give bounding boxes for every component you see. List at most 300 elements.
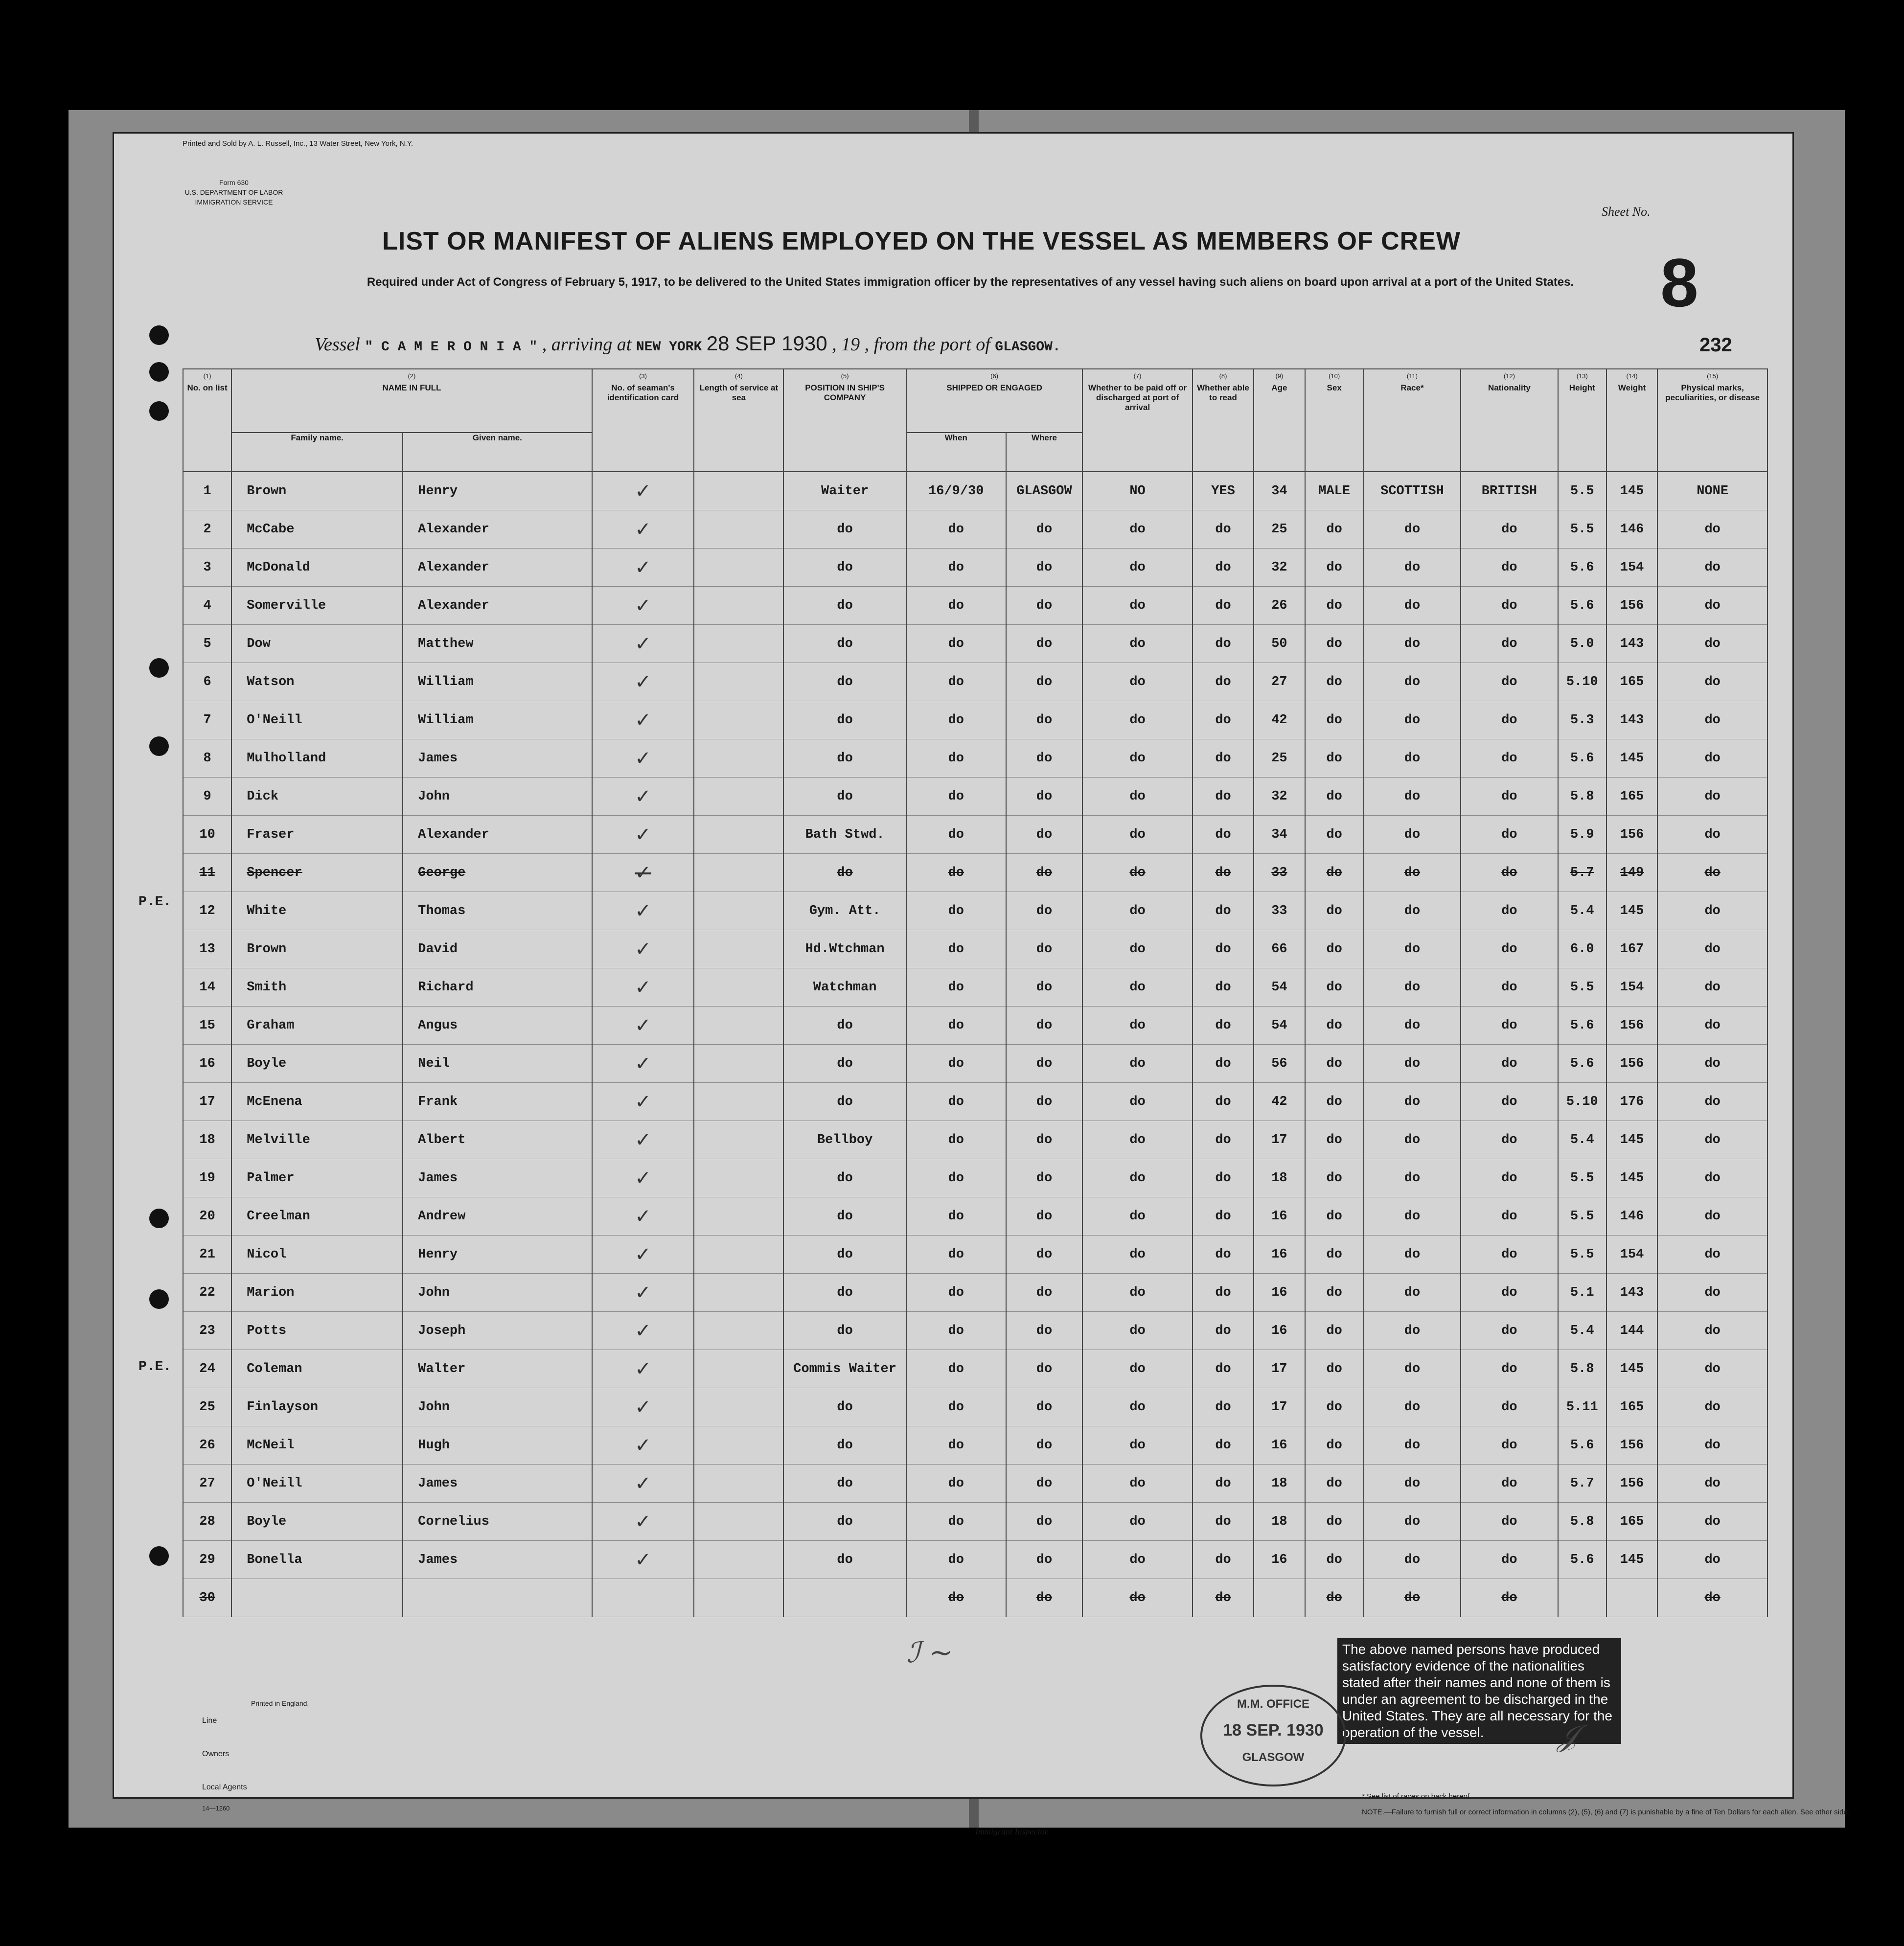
nationality: do: [1461, 1045, 1558, 1083]
family-name: Mulholland: [231, 739, 403, 778]
position: do: [783, 854, 906, 892]
given-name: William: [403, 663, 592, 701]
age: 16: [1254, 1236, 1305, 1274]
row-number: 1: [183, 472, 231, 510]
weight: 145: [1606, 892, 1657, 930]
shipped-where: do: [1006, 1350, 1083, 1388]
check-mark: ✓: [592, 854, 694, 892]
sex: do: [1305, 778, 1364, 816]
paid-off: do: [1082, 778, 1193, 816]
family-name: McEnena: [231, 1083, 403, 1121]
family-name: [231, 1579, 403, 1617]
row-number: 10: [183, 816, 231, 854]
given-name: James: [403, 1465, 592, 1503]
position: do: [783, 1388, 906, 1426]
able-to-read: do: [1193, 1159, 1254, 1197]
table-row: [183, 968, 1767, 1007]
shipped-where: do: [1006, 1541, 1083, 1579]
service-length: [694, 930, 783, 968]
family-name: Fraser: [231, 816, 403, 854]
shipped-when: do: [906, 1083, 1006, 1121]
family-name: Brown: [231, 472, 403, 510]
paid-off: NO: [1082, 472, 1193, 510]
position: [783, 1579, 906, 1617]
col-where-header: Where: [1006, 433, 1083, 472]
nationality: do: [1461, 1388, 1558, 1426]
able-to-read: do: [1193, 1503, 1254, 1541]
shipped-where: do: [1006, 1503, 1083, 1541]
position: Waiter: [783, 472, 906, 510]
given-name: Matthew: [403, 625, 592, 663]
height: 5.9: [1558, 816, 1606, 854]
height: 6.0: [1558, 930, 1606, 968]
shipped-when: do: [906, 510, 1006, 549]
office-stamp: [1200, 1685, 1346, 1786]
row-number: 8: [183, 739, 231, 778]
col-weight-header: (14) Weight: [1606, 369, 1657, 472]
able-to-read: do: [1193, 1388, 1254, 1426]
race: do: [1364, 1312, 1461, 1350]
shipped-where: do: [1006, 892, 1083, 930]
height: 5.8: [1558, 1503, 1606, 1541]
height: 5.10: [1558, 663, 1606, 701]
height: 5.4: [1558, 892, 1606, 930]
family-name: Somerville: [231, 587, 403, 625]
check-mark: ✓: [592, 1007, 694, 1045]
col-when-header: When: [906, 433, 1006, 472]
given-name: Joseph: [403, 1312, 592, 1350]
service-length: [694, 1236, 783, 1274]
stamp-city: GLASGOW: [1242, 1751, 1305, 1764]
age: 18: [1254, 1159, 1305, 1197]
given-name: Cornelius: [403, 1503, 592, 1541]
height: 5.6: [1558, 1541, 1606, 1579]
shipped-when: do: [906, 587, 1006, 625]
race: do: [1364, 968, 1461, 1007]
check-mark: [592, 1579, 694, 1617]
race: do: [1364, 625, 1461, 663]
physical-marks: do: [1657, 1465, 1767, 1503]
weight: 145: [1606, 1159, 1657, 1197]
shipped-where: do: [1006, 1197, 1083, 1236]
nationality: do: [1461, 739, 1558, 778]
vessel-line: [315, 332, 1061, 355]
shipped-where: do: [1006, 1045, 1083, 1083]
family-name: Bonella: [231, 1541, 403, 1579]
department: U.S. DEPARTMENT OF LABOR: [184, 188, 283, 196]
weight: 143: [1606, 625, 1657, 663]
family-name: Palmer: [231, 1159, 403, 1197]
check-mark: ✓: [592, 816, 694, 854]
physical-marks: do: [1657, 1579, 1767, 1617]
family-name: McDonald: [231, 549, 403, 587]
shipped-where: do: [1006, 739, 1083, 778]
shipped-when: do: [906, 1274, 1006, 1312]
family-name: O'Neill: [231, 701, 403, 739]
service-length: [694, 1274, 783, 1312]
paid-off: do: [1082, 1579, 1193, 1617]
given-name: Alexander: [403, 549, 592, 587]
position: do: [783, 1236, 906, 1274]
height: 5.5: [1558, 1159, 1606, 1197]
shipped-where: do: [1006, 816, 1083, 854]
able-to-read: do: [1193, 854, 1254, 892]
nationality: do: [1461, 663, 1558, 701]
height: 5.6: [1558, 1045, 1606, 1083]
paid-off: do: [1082, 1312, 1193, 1350]
check-mark: ✓: [592, 1236, 694, 1274]
table-row: [183, 1541, 1767, 1579]
owners-label: Owners: [202, 1750, 229, 1758]
position: do: [783, 1312, 906, 1350]
height: 5.6: [1558, 1426, 1606, 1465]
age: 42: [1254, 1083, 1305, 1121]
age: 54: [1254, 968, 1305, 1007]
service-length: [694, 1579, 783, 1617]
paid-off: do: [1082, 1236, 1193, 1274]
family-name: Creelman: [231, 1197, 403, 1236]
punch-hole: [149, 362, 169, 382]
shipped-where: do: [1006, 1007, 1083, 1045]
race: SCOTTISH: [1364, 472, 1461, 510]
race: do: [1364, 1083, 1461, 1121]
height: 5.4: [1558, 1312, 1606, 1350]
table-row: [183, 1083, 1767, 1121]
paid-off: do: [1082, 1465, 1193, 1503]
physical-marks: do: [1657, 663, 1767, 701]
position: do: [783, 739, 906, 778]
physical-marks: do: [1657, 1350, 1767, 1388]
sex: do: [1305, 510, 1364, 549]
physical-marks: do: [1657, 1083, 1767, 1121]
service: IMMIGRATION SERVICE: [195, 198, 273, 206]
sex: do: [1305, 1083, 1364, 1121]
check-mark: ✓: [592, 930, 694, 968]
arrival-port: NEW YORK: [636, 340, 702, 355]
given-name: William: [403, 701, 592, 739]
shipped-when: do: [906, 1159, 1006, 1197]
height: 5.7: [1558, 1465, 1606, 1503]
family-name: Coleman: [231, 1350, 403, 1388]
row-number: 4: [183, 587, 231, 625]
family-name: Dow: [231, 625, 403, 663]
service-length: [694, 1465, 783, 1503]
position: do: [783, 778, 906, 816]
shipped-when: do: [906, 1465, 1006, 1503]
check-mark: ✓: [592, 701, 694, 739]
inspector-label: Immigrant Inspector.: [975, 1827, 1049, 1836]
row-number: 15: [183, 1007, 231, 1045]
weight: 146: [1606, 510, 1657, 549]
race: do: [1364, 1350, 1461, 1388]
able-to-read: do: [1193, 1350, 1254, 1388]
row-number: 12: [183, 892, 231, 930]
col-name-header: (2) NAME IN FULL: [231, 369, 592, 433]
sex: do: [1305, 1197, 1364, 1236]
paid-off: do: [1082, 625, 1193, 663]
weight: 156: [1606, 1045, 1657, 1083]
given-name: Thomas: [403, 892, 592, 930]
physical-marks: do: [1657, 1007, 1767, 1045]
age: 34: [1254, 816, 1305, 854]
weight: 145: [1606, 1541, 1657, 1579]
service-length: [694, 1388, 783, 1426]
service-length: [694, 1007, 783, 1045]
race: do: [1364, 930, 1461, 968]
race: do: [1364, 892, 1461, 930]
weight: 145: [1606, 739, 1657, 778]
shipped-when: do: [906, 1121, 1006, 1159]
height: 5.0: [1558, 625, 1606, 663]
given-name: Alexander: [403, 510, 592, 549]
nationality: do: [1461, 968, 1558, 1007]
page-subtitle: Required under Act of Congress of February 5, 1917, to be delivered to the United States immigration officer by the representatives of any vessel having such aliens on board upon arrival at a port of the United States.: [367, 275, 1574, 289]
shipped-where: do: [1006, 1159, 1083, 1197]
weight: 167: [1606, 930, 1657, 968]
race: do: [1364, 1121, 1461, 1159]
shipped-where: do: [1006, 1236, 1083, 1274]
paid-off: do: [1082, 854, 1193, 892]
family-name: McCabe: [231, 510, 403, 549]
sex: do: [1305, 739, 1364, 778]
weight: 156: [1606, 816, 1657, 854]
position: do: [783, 1197, 906, 1236]
age: 16: [1254, 1312, 1305, 1350]
service-length: [694, 549, 783, 587]
master-signature: 𝒥: [1558, 1719, 1578, 1753]
paid-off: do: [1082, 1045, 1193, 1083]
shipped-when: do: [906, 1197, 1006, 1236]
form-identifier: [173, 178, 295, 207]
shipped-when: do: [906, 1579, 1006, 1617]
physical-marks: do: [1657, 1045, 1767, 1083]
able-to-read: do: [1193, 663, 1254, 701]
service-length: [694, 1541, 783, 1579]
check-mark: ✓: [592, 778, 694, 816]
vessel-label: Vessel: [315, 334, 360, 355]
service-length: [694, 1350, 783, 1388]
row-number: 23: [183, 1312, 231, 1350]
shipped-when: do: [906, 968, 1006, 1007]
family-name: Dick: [231, 778, 403, 816]
col-race-header: (11) Race*: [1364, 369, 1461, 472]
form-number: Form 630: [219, 179, 249, 186]
col-family-header: Family name.: [231, 433, 403, 472]
given-name: Richard: [403, 968, 592, 1007]
shipped-when: do: [906, 1007, 1006, 1045]
paid-off: do: [1082, 1197, 1193, 1236]
weight: 165: [1606, 1388, 1657, 1426]
sex: do: [1305, 701, 1364, 739]
given-name: James: [403, 1541, 592, 1579]
nationality: do: [1461, 1197, 1558, 1236]
age: 34: [1254, 472, 1305, 510]
position: Bellboy: [783, 1121, 906, 1159]
form-code: 14—1260: [202, 1805, 230, 1812]
check-mark: ✓: [592, 1274, 694, 1312]
physical-marks: do: [1657, 854, 1767, 892]
service-length: [694, 510, 783, 549]
check-mark: ✓: [592, 625, 694, 663]
height: 5.6: [1558, 549, 1606, 587]
check-mark: ✓: [592, 1388, 694, 1426]
check-mark: ✓: [592, 1312, 694, 1350]
weight: 154: [1606, 968, 1657, 1007]
paid-off: do: [1082, 739, 1193, 778]
position: do: [783, 587, 906, 625]
service-length: [694, 663, 783, 701]
row-number: 21: [183, 1236, 231, 1274]
shipped-where: do: [1006, 701, 1083, 739]
weight: 156: [1606, 587, 1657, 625]
position: do: [783, 510, 906, 549]
table-row: [183, 1045, 1767, 1083]
height: 5.5: [1558, 1236, 1606, 1274]
nationality: do: [1461, 1121, 1558, 1159]
col-sex-header: (10) Sex: [1305, 369, 1364, 472]
manifest-page: [113, 132, 1850, 1836]
given-name: Alexander: [403, 816, 592, 854]
age: 27: [1254, 663, 1305, 701]
family-name: Boyle: [231, 1045, 403, 1083]
race: do: [1364, 549, 1461, 587]
sex: do: [1305, 587, 1364, 625]
family-name: Finlayson: [231, 1388, 403, 1426]
service-length: [694, 892, 783, 930]
row-number: 13: [183, 930, 231, 968]
race: do: [1364, 816, 1461, 854]
check-mark: ✓: [592, 1426, 694, 1465]
service-length: [694, 968, 783, 1007]
able-to-read: do: [1193, 587, 1254, 625]
height: 5.5: [1558, 510, 1606, 549]
table-row: [183, 892, 1767, 930]
sex: do: [1305, 1388, 1364, 1426]
weight: 176: [1606, 1083, 1657, 1121]
physical-marks: do: [1657, 1388, 1767, 1426]
table-row: [183, 1503, 1767, 1541]
row-number: 24: [183, 1350, 231, 1388]
family-name: Melville: [231, 1121, 403, 1159]
punch-hole: [149, 1546, 169, 1566]
service-length: [694, 1159, 783, 1197]
row-number: 6: [183, 663, 231, 701]
position: do: [783, 663, 906, 701]
race: do: [1364, 510, 1461, 549]
physical-marks: do: [1657, 625, 1767, 663]
service-length: [694, 778, 783, 816]
able-to-read: do: [1193, 739, 1254, 778]
nationality: do: [1461, 1312, 1558, 1350]
height: 5.8: [1558, 1350, 1606, 1388]
punch-hole: [149, 736, 169, 756]
check-mark: ✓: [592, 892, 694, 930]
given-name: Frank: [403, 1083, 592, 1121]
age: 18: [1254, 1465, 1305, 1503]
able-to-read: do: [1193, 968, 1254, 1007]
age: 17: [1254, 1121, 1305, 1159]
position: do: [783, 1007, 906, 1045]
table-row: [183, 1426, 1767, 1465]
weight: 165: [1606, 1503, 1657, 1541]
col-shipped-header: (6) SHIPPED OR ENGAGED: [906, 369, 1082, 433]
race: do: [1364, 1465, 1461, 1503]
nationality: do: [1461, 701, 1558, 739]
height: 5.10: [1558, 1083, 1606, 1121]
physical-marks: do: [1657, 587, 1767, 625]
check-mark: ✓: [592, 663, 694, 701]
check-mark: ✓: [592, 1159, 694, 1197]
weight: 149: [1606, 854, 1657, 892]
shipped-when: do: [906, 739, 1006, 778]
height: 5.7: [1558, 854, 1606, 892]
certification-text: The above named persons have produced satisfactory evidence of the nationalities stated after their names and none of them is under an agreement to be discharged in the United States. They are all necessary for the operation of the vessel.: [1337, 1638, 1621, 1744]
shipped-when: do: [906, 892, 1006, 930]
age: 18: [1254, 1503, 1305, 1541]
row-number: 27: [183, 1465, 231, 1503]
shipped-when: do: [906, 778, 1006, 816]
table-row: [183, 1159, 1767, 1197]
paid-off: do: [1082, 1503, 1193, 1541]
physical-marks: do: [1657, 1541, 1767, 1579]
race: do: [1364, 1274, 1461, 1312]
row-number: 26: [183, 1426, 231, 1465]
physical-marks: do: [1657, 739, 1767, 778]
shipped-when: do: [906, 1503, 1006, 1541]
row-number: 30: [183, 1579, 231, 1617]
service-length: [694, 701, 783, 739]
race: do: [1364, 587, 1461, 625]
position: do: [783, 1541, 906, 1579]
position: do: [783, 625, 906, 663]
physical-marks: do: [1657, 1312, 1767, 1350]
shipped-where: GLASGOW: [1006, 472, 1083, 510]
paid-off: do: [1082, 892, 1193, 930]
shipped-where: do: [1006, 930, 1083, 968]
able-to-read: do: [1193, 892, 1254, 930]
weight: 165: [1606, 778, 1657, 816]
table-row: [183, 1388, 1767, 1426]
shipped-where: do: [1006, 1312, 1083, 1350]
race: do: [1364, 778, 1461, 816]
race: do: [1364, 1426, 1461, 1465]
agent-labels: [202, 1704, 247, 1813]
paid-off: do: [1082, 1007, 1193, 1045]
paid-off: do: [1082, 816, 1193, 854]
sex: do: [1305, 1159, 1364, 1197]
height: 5.3: [1558, 701, 1606, 739]
inspector-signature: ℐ ~: [907, 1636, 953, 1669]
nationality: do: [1461, 1236, 1558, 1274]
from-label: , from the port of: [864, 334, 990, 355]
position: do: [783, 1426, 906, 1465]
paid-off: do: [1082, 663, 1193, 701]
sex: do: [1305, 1236, 1364, 1274]
physical-marks: do: [1657, 510, 1767, 549]
paid-off: do: [1082, 1083, 1193, 1121]
sex: do: [1305, 816, 1364, 854]
age: 17: [1254, 1388, 1305, 1426]
given-name: Angus: [403, 1007, 592, 1045]
shipped-when: do: [906, 854, 1006, 892]
shipped-where: do: [1006, 1465, 1083, 1503]
position: do: [783, 1503, 906, 1541]
age: 33: [1254, 854, 1305, 892]
col-read-header: (8) Whether able to read: [1193, 369, 1254, 472]
weight: 156: [1606, 1426, 1657, 1465]
height: 5.4: [1558, 1121, 1606, 1159]
physical-marks: do: [1657, 1159, 1767, 1197]
